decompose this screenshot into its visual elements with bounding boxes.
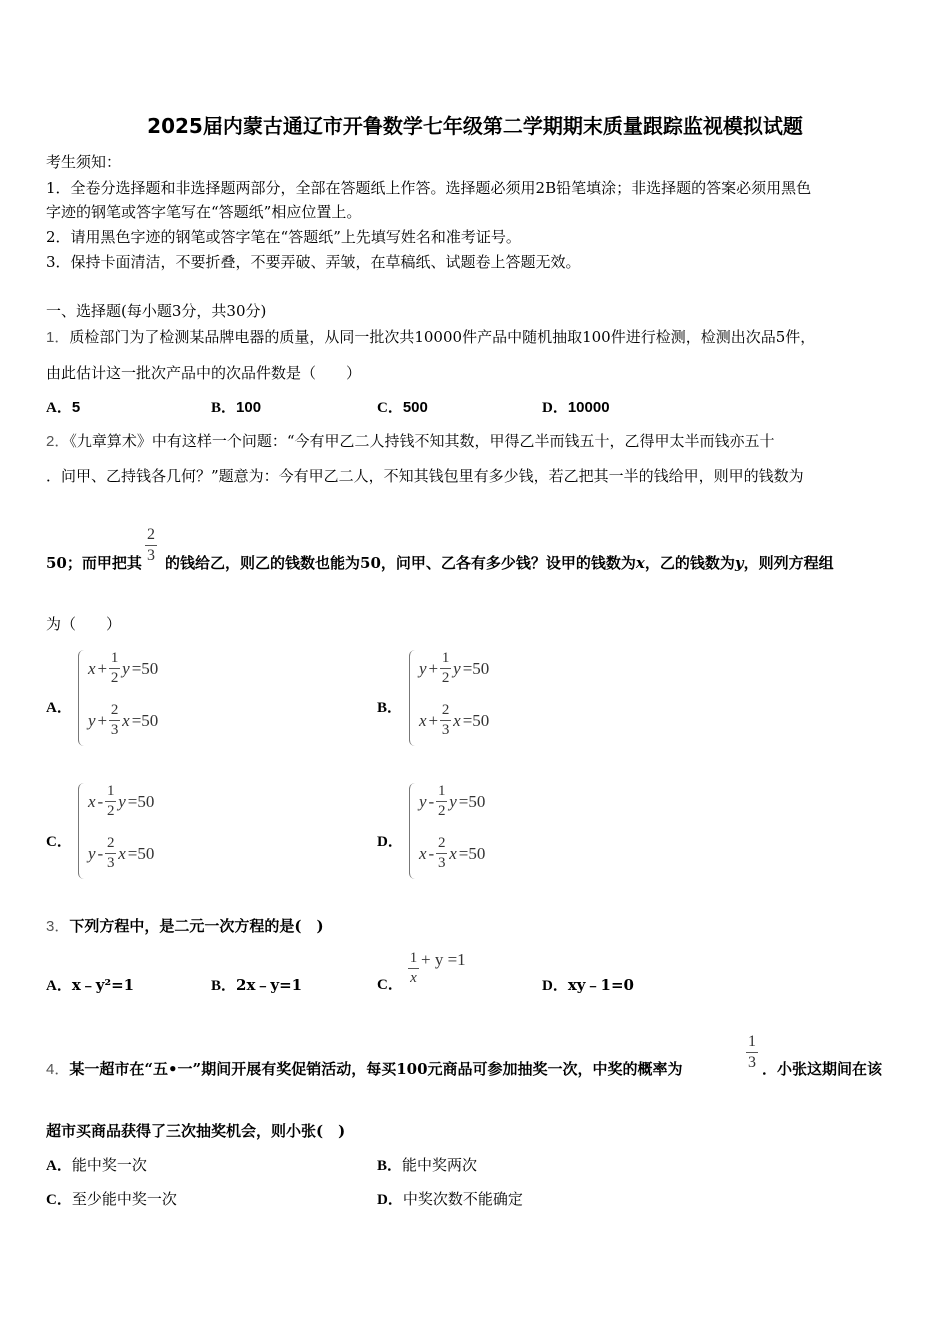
question-4-line1b: ．小张这期间在该	[762, 1060, 883, 1078]
question-text: 《九章算术》中有这样一个问题：“今有甲乙二人持钱不知其数，甲得乙半而钱五十，乙得甲太半而钱亦五十	[69, 432, 775, 450]
q1-option-b[interactable]	[211, 398, 261, 417]
fraction-bar	[109, 668, 120, 669]
option-text: 500	[402, 399, 428, 416]
question-number: 1．	[46, 329, 70, 346]
rhs: =50	[127, 843, 155, 863]
fraction-bar	[105, 853, 116, 854]
term: x	[88, 658, 96, 678]
equation-2	[419, 835, 485, 872]
fraction-numerator: 1	[441, 650, 450, 666]
brace	[409, 650, 416, 746]
option-label: B．	[211, 978, 237, 994]
operator: +	[97, 710, 108, 730]
expression	[408, 950, 466, 987]
text-segment: 的钱给乙，则乙的钱数也能为50，问甲、乙各有多少钱？设甲的钱数为	[165, 554, 636, 572]
equation-2	[88, 835, 154, 872]
fraction-one-third	[746, 1033, 758, 1072]
fraction-numerator: 2	[106, 835, 115, 851]
notice-item-2: 2．请用黑色字迹的钢笔或答字笔在“答题纸”上先填写姓名和准考证号。	[46, 228, 521, 246]
option-text: 5	[71, 399, 81, 416]
question-number: 4．	[46, 1061, 70, 1078]
fraction	[436, 835, 447, 872]
fraction-bar	[436, 853, 447, 854]
q2-option-c-label[interactable]: C．	[46, 834, 72, 850]
fraction-numerator: 2	[441, 702, 450, 718]
text-segment: ，则列方程组	[743, 554, 834, 572]
operator: +	[428, 658, 439, 678]
fraction-bar	[105, 801, 116, 802]
section-heading: 一、选择题(每小题3分，共30分)	[46, 302, 267, 320]
option-text: 10000	[567, 399, 610, 416]
fraction-bar	[109, 720, 120, 721]
equation-2	[88, 702, 158, 739]
term: x	[419, 710, 427, 730]
question-1	[46, 328, 815, 347]
rhs: =50	[462, 710, 490, 730]
q4-option-a[interactable]	[46, 1156, 147, 1175]
q1-option-a[interactable]	[46, 398, 80, 417]
brace	[78, 650, 85, 746]
fraction-denominator: 3	[437, 855, 446, 871]
option-label: A．	[46, 400, 72, 416]
option-text: 能中奖一次	[71, 1156, 147, 1174]
variable-y: y	[734, 554, 744, 572]
fraction-denominator: 2	[110, 670, 119, 686]
notice-heading: 考生须知：	[46, 153, 122, 171]
question-2-line4: 为（ ）	[46, 615, 122, 633]
question-text: 质检部门为了检测某品牌电器的质量，从同一批次共10000件产品中随机抽取100件进行检测，检测出次品5件，	[69, 328, 816, 346]
rhs: =50	[131, 658, 159, 678]
fraction-denominator: 2	[106, 803, 115, 819]
question-1-cont: 由此估计这一批次产品中的次品件数是（ ）	[46, 364, 362, 382]
fraction	[436, 783, 447, 820]
question-text: 下列方程中，是二元一次方程的是( )	[69, 917, 324, 935]
option-label: B．	[211, 400, 237, 416]
fraction-denominator: 3	[106, 855, 115, 871]
option-text: 中奖次数不能确定	[402, 1190, 523, 1208]
fraction	[105, 835, 116, 872]
text-segment: ，乙的钱数为	[644, 554, 735, 572]
q1-option-c[interactable]	[377, 398, 428, 417]
term: x	[88, 791, 96, 811]
operator: -	[97, 791, 104, 811]
equation-1	[419, 650, 489, 687]
option-label: A．	[46, 978, 72, 994]
q3-option-c-label[interactable]: C．	[377, 977, 403, 993]
fraction-bar	[440, 720, 451, 721]
brace	[409, 783, 416, 879]
fraction-two-thirds	[145, 526, 157, 565]
term: x	[419, 843, 427, 863]
q2-option-a-label[interactable]: A．	[46, 700, 72, 716]
equation-1	[419, 783, 485, 820]
q4-option-c[interactable]	[46, 1190, 177, 1209]
brace	[78, 783, 85, 879]
q3-option-a[interactable]	[46, 976, 134, 995]
notice-item-1-cont: 字迹的钢笔或答字笔写在“答题纸”相应位置上。	[46, 203, 362, 221]
question-2	[46, 432, 775, 451]
equation-1	[88, 650, 158, 687]
option-text: 100	[236, 399, 262, 416]
option-label: D．	[542, 978, 568, 994]
fraction-numerator: 2	[110, 702, 119, 718]
option-text: 2x﹣y=1	[236, 976, 303, 994]
option-label: D．	[542, 400, 568, 416]
fraction-denominator: 2	[441, 670, 450, 686]
variable-x: x	[635, 554, 645, 572]
rhs: =50	[131, 710, 159, 730]
equation-2	[419, 702, 489, 739]
fraction-numerator: 1	[106, 783, 115, 799]
option-label: A．	[46, 1158, 72, 1174]
operator: +	[428, 710, 439, 730]
term: x	[118, 843, 126, 863]
fraction-bar	[746, 1052, 758, 1053]
q1-option-d[interactable]	[542, 398, 610, 417]
fraction-denominator: 3	[147, 547, 155, 564]
fraction	[109, 650, 120, 687]
fraction-denominator: 3	[110, 722, 119, 738]
q2-option-d-label[interactable]: D．	[377, 834, 403, 850]
term: y	[449, 791, 457, 811]
option-text: 至少能中奖一次	[71, 1190, 177, 1208]
operator: -	[428, 843, 435, 863]
fraction-numerator: 1	[110, 650, 119, 666]
term: y	[419, 658, 427, 678]
fraction-denominator: 3	[748, 1054, 756, 1071]
fraction-denominator: x	[410, 970, 417, 986]
question-4	[46, 1060, 683, 1079]
rhs: =50	[458, 791, 486, 811]
q3-option-d[interactable]	[542, 976, 634, 995]
rhs: =50	[127, 791, 155, 811]
fraction	[105, 783, 116, 820]
option-label: C．	[46, 1192, 72, 1208]
operator: +	[97, 658, 108, 678]
page-title: 2025届内蒙古通辽市开鲁数学七年级第二学期期末质量跟踪监视模拟试题	[147, 114, 803, 138]
fraction-bar	[408, 968, 419, 969]
q4-option-d[interactable]	[377, 1190, 523, 1209]
option-label: C．	[377, 400, 403, 416]
q4-option-b[interactable]	[377, 1156, 477, 1175]
option-text: x﹣y²=1	[71, 976, 135, 994]
term: y	[118, 791, 126, 811]
term: y	[122, 658, 130, 678]
fraction-numerator: 1	[409, 950, 418, 966]
term: y	[453, 658, 461, 678]
operator: -	[97, 843, 104, 863]
operator: -	[428, 791, 435, 811]
fraction-bar	[436, 801, 447, 802]
rhs: =50	[462, 658, 490, 678]
term: x	[449, 843, 457, 863]
option-label: B．	[377, 1158, 403, 1174]
option-label: D．	[377, 1192, 403, 1208]
notice-item-3: 3．保持卡面清洁，不要折叠，不要弄破、弄皱，在草稿纸、试题卷上答题无效。	[46, 253, 581, 271]
question-number: 2．	[46, 433, 70, 450]
question-text: 某一超市在“五•一”期间开展有奖促销活动，每买100元商品可参加抽奖一次，中奖的概率为	[69, 1060, 683, 1078]
term: y	[88, 843, 96, 863]
equation-1	[88, 783, 154, 820]
question-number: 3．	[46, 918, 70, 935]
option-text: xy﹣1=0	[567, 976, 634, 994]
fraction	[109, 702, 120, 739]
term: y	[88, 710, 96, 730]
rhs: =50	[458, 843, 486, 863]
fraction	[440, 650, 451, 687]
fraction-numerator: 1	[437, 783, 446, 799]
question-4-cont: 超市买商品获得了三次抽奖机会，则小张( )	[46, 1122, 346, 1140]
question-2-line3a: 50；而甲把其	[46, 554, 142, 572]
fraction-denominator: 3	[441, 722, 450, 738]
notice-item-1: 1．全卷分选择题和非选择题两部分，全部在答题纸上作答。选择题必须用2B铅笔填涂；非选择题的答案必须用黑色	[46, 179, 812, 197]
fraction-denominator: 2	[437, 803, 446, 819]
option-text: 能中奖两次	[402, 1156, 478, 1174]
fraction-numerator: 2	[437, 835, 446, 851]
q3-option-b[interactable]	[211, 976, 302, 995]
fraction-bar	[145, 545, 157, 546]
question-3	[46, 917, 324, 936]
fraction	[440, 702, 451, 739]
fraction-numerator: 2	[147, 526, 155, 543]
question-2-cont: ．问甲、乙持钱各几何？”题意为：今有甲乙二人，不知其钱包里有多少钱，若乙把其一半的钱给甲，则甲的钱数为	[46, 467, 804, 485]
question-2-line3b	[165, 554, 834, 572]
term: y	[419, 791, 427, 811]
fraction-bar	[440, 668, 451, 669]
term: x	[122, 710, 130, 730]
fraction	[408, 950, 419, 987]
term: x	[453, 710, 461, 730]
q2-option-b-label[interactable]: B．	[377, 700, 403, 716]
fraction-numerator: 1	[748, 1033, 756, 1050]
expression-rest: + y =1	[421, 949, 466, 969]
